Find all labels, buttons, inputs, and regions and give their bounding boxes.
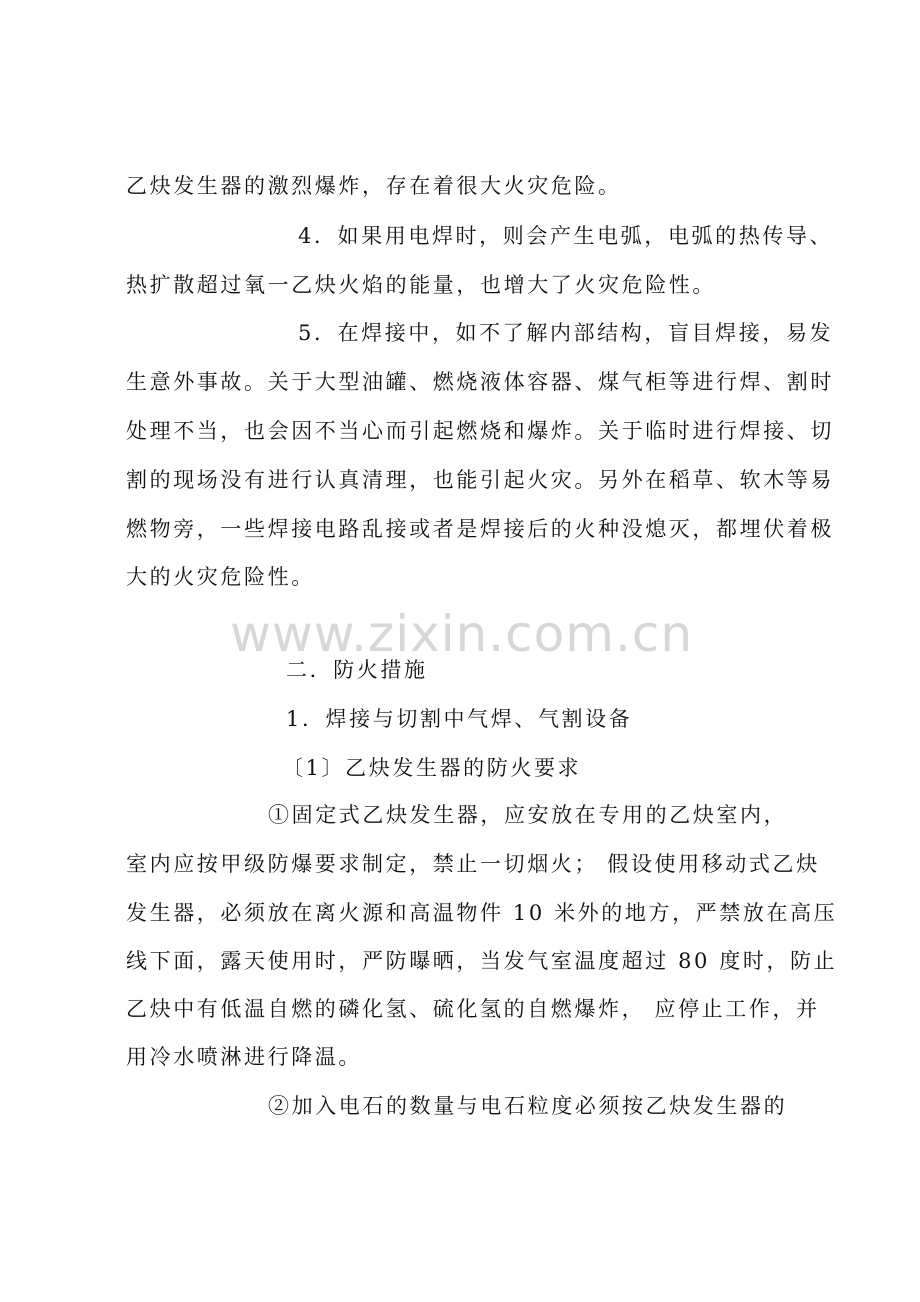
subsection-heading: 1．焊接与切割中气焊、气割设备 xyxy=(286,707,633,731)
paragraph-line: 处理不当，也会因不当心而引起燃烧和爆炸。关于临时进行焊接、切 xyxy=(126,419,834,443)
paragraph-line: 乙炔中有低温自燃的磷化氢、硫化氢的自燃爆炸， 应停止工作，并 xyxy=(126,997,820,1021)
paragraph-line: ①固定式乙炔发生器，应安放在专用的乙炔室内， xyxy=(268,803,788,827)
paragraph-line: 燃物旁，一些焊接电路乱接或者是焊接后的火种没熄灭，都埋伏着极 xyxy=(126,517,834,541)
paragraph-line: 线下面，露天使用时，严防曝晒，当发气室温度超过 80 度时，防止 xyxy=(126,949,838,973)
paragraph-line: ②加入电石的数量与电石粒度必须按乙炔发生器的 xyxy=(268,1094,788,1118)
paragraph-line: 生意外事故。关于大型油罐、燃烧液体容器、煤气柜等进行焊、割时 xyxy=(126,370,834,394)
paragraph-line: 热扩散超过氧一乙炔火焰的能量，也增大了火灾危险性。 xyxy=(126,273,716,297)
paragraph-line: 用冷水喷淋进行降温。 xyxy=(126,1045,362,1069)
watermark: www.zixin.com.cn xyxy=(230,605,694,663)
paragraph-line: 割的现场没有进行认真清理，也能引起火灾。另外在稻草、软木等易 xyxy=(126,468,834,492)
paragraph-line: 乙炔发生器的激烈爆炸，存在着很大火灾危险。 xyxy=(126,174,622,198)
section-heading: 二．防火措施 xyxy=(286,658,428,682)
paragraph-line: 5．在焊接中，如不了解内部结构，盲目焊接，易发 xyxy=(298,321,834,345)
subsection-heading: 〔1〕乙炔发生器的防火要求 xyxy=(282,756,582,780)
paragraph-line: 发生器，必须放在离火源和高温物件 10 米外的地方，严禁放在高压 xyxy=(126,901,838,925)
paragraph-line: 室内应按甲级防爆要求制定，禁止一切烟火； 假设使用移动式乙炔 xyxy=(126,852,820,876)
paragraph-line: 大的火灾危险性。 xyxy=(126,565,315,589)
paragraph-line: 4．如果用电焊时，则会产生电弧，电弧的热传导、 xyxy=(298,224,834,248)
